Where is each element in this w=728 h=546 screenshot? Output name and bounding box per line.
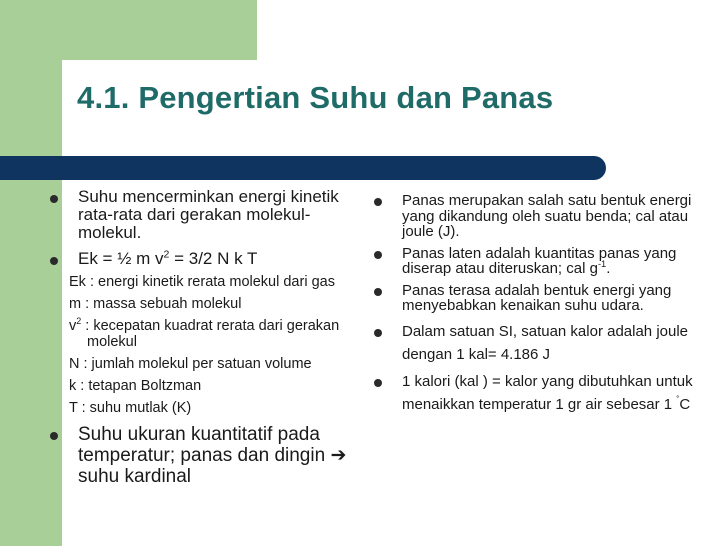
bullet-suhu-kuantitatif	[50, 424, 350, 487]
bullet-text-sup: -1	[597, 259, 607, 269]
right-column	[374, 193, 714, 420]
bullet-suhu-definisi	[50, 188, 350, 242]
bullet-satuan-si	[374, 320, 714, 366]
bullet-panas-laten	[374, 246, 714, 277]
bullet-dot-icon	[374, 288, 382, 296]
bullet-dot-icon	[374, 329, 382, 337]
legend-v2-pre: v	[69, 318, 77, 334]
bullet-text: Panas terasa adalah bentuk energi yang menyebabkan kenaikan suhu udara.	[402, 281, 672, 314]
top-decoration	[0, 0, 257, 60]
bullet-ek-formula	[50, 250, 350, 268]
bullet-dot-icon	[374, 379, 382, 387]
title-underline-bar	[0, 156, 606, 180]
bullet-text-post: C	[679, 395, 691, 413]
bullet-dot-icon	[50, 195, 58, 203]
legend-k: k : tetapan Boltzman	[69, 378, 202, 394]
legend-t: T : suhu mutlak (K)	[69, 400, 192, 416]
bullet-text: Suhu mencerminkan energi kinetik rata-rata dari gerakan molekul-molekul.	[78, 187, 339, 242]
bullet-text-post: suhu kardinal	[78, 466, 192, 487]
legend-n: N : jumlah molekul per satuan volume	[69, 356, 312, 372]
legend-v2	[50, 318, 350, 350]
legend-m: m : massa sebuah molekul	[69, 296, 242, 312]
legend-v2-post: : kecepatan kuadrat rerata dari gerakan molekul	[81, 318, 340, 350]
bullet-dot-icon	[374, 251, 382, 259]
right-arrow-icon: ➔	[330, 445, 347, 466]
bullet-kalori	[374, 370, 714, 416]
bullet-text-pre: Suhu ukuran kuantitatif pada temperatur; panas dan dingin	[78, 424, 331, 466]
bullet-dot-icon	[374, 198, 382, 206]
slide-title: 4.1. Pengertian Suhu dan Panas	[77, 80, 554, 115]
bullet-dot-icon	[50, 257, 58, 265]
bullet-dot-icon	[50, 432, 58, 440]
formula-legend	[50, 274, 350, 416]
formula-sup: 2	[163, 248, 170, 261]
bullet-text-pre: Panas laten adalah kuantitas panas yang diserap atau diteruskan; cal g	[402, 244, 677, 277]
formula-post: = 3/2 N k T	[169, 249, 258, 268]
bullet-text: Panas merupakan salah satu bentuk energi yang dikandung oleh suatu benda; cal atau joule (J).	[402, 192, 692, 240]
bullet-panas-definisi	[374, 193, 714, 240]
bullet-text: Dalam satuan SI, satuan kalor adalah joule dengan 1 kal= 4.186 J	[402, 322, 689, 363]
bullet-text-post: .	[606, 260, 611, 277]
degree-sign: ˚	[676, 394, 680, 405]
legend-v2-sup: 2	[76, 316, 82, 327]
legend-ek: Ek : energi kinetik rerata molekul dari gas	[69, 274, 335, 290]
bullet-panas-terasa	[374, 283, 714, 314]
formula-pre: Ek = ½ m v	[78, 249, 164, 268]
left-column	[50, 188, 350, 495]
bullet-text-pre: 1 kalori (kal ) = kalor yang dibutuhkan untuk menaikkan temperatur 1 gr air sebesar 1	[402, 372, 693, 413]
